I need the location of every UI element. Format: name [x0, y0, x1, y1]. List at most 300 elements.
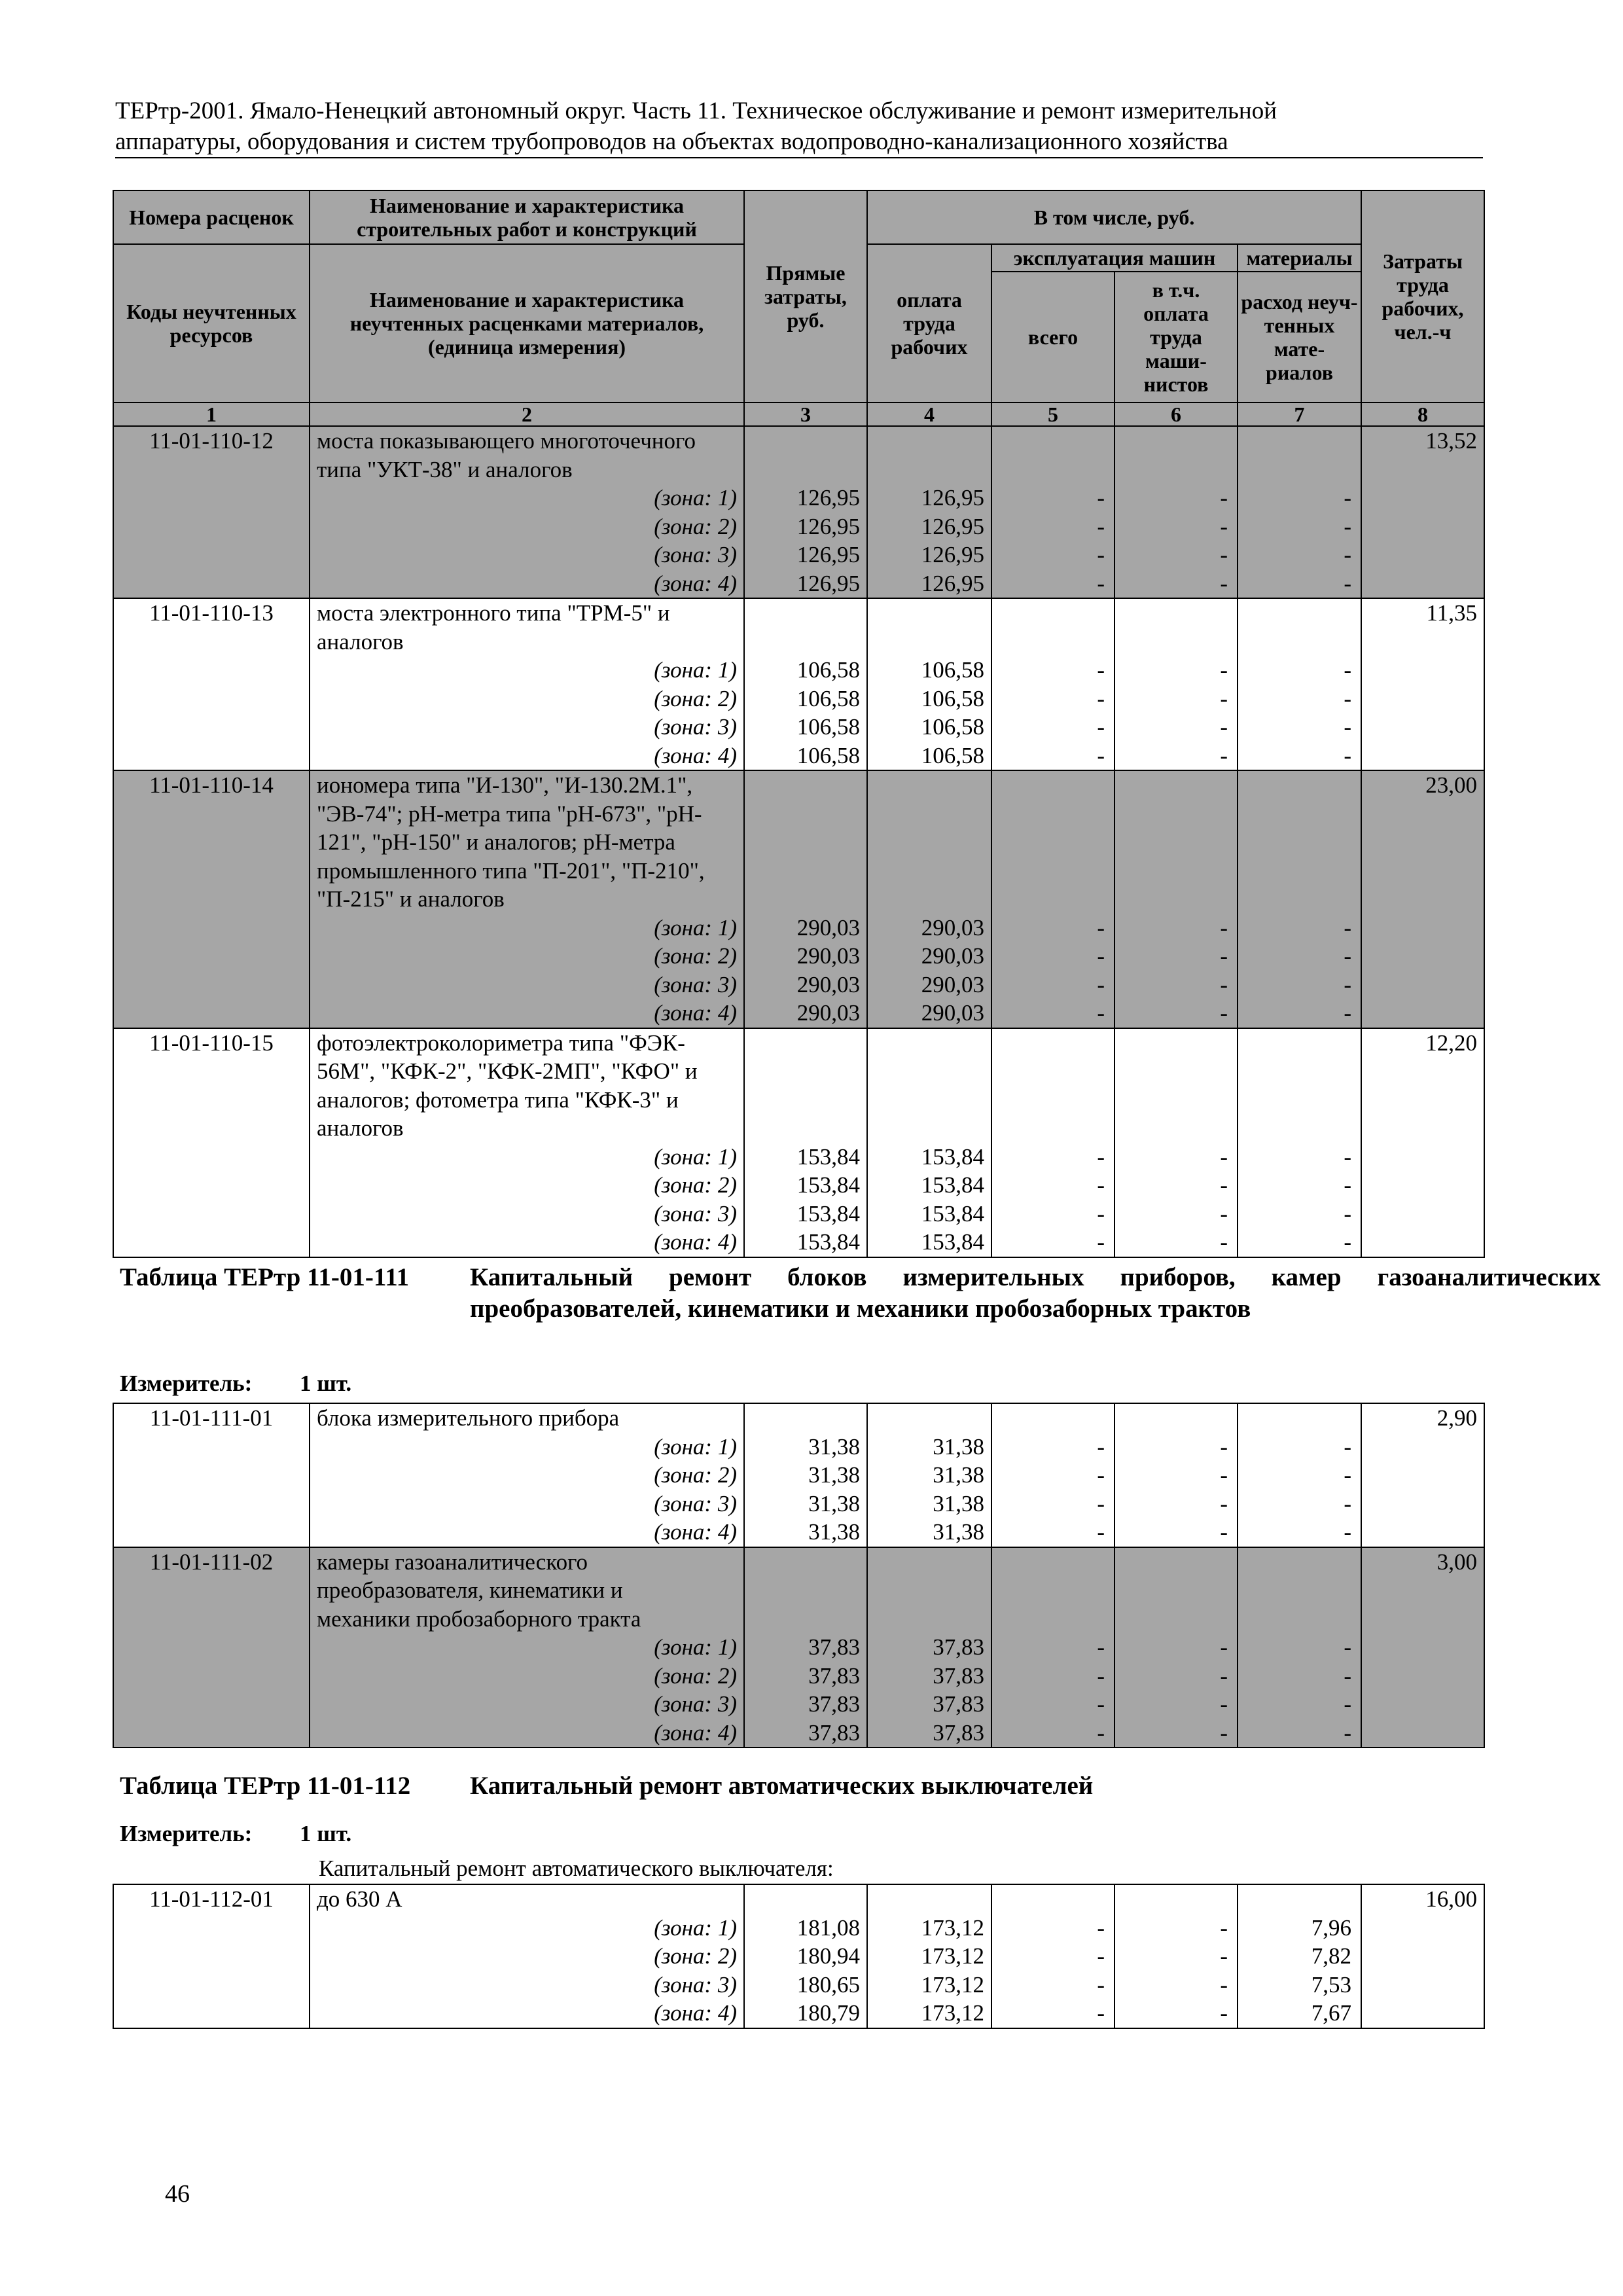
zone-label: (зона: 4) — [310, 999, 744, 1028]
zone-row — [113, 484, 1484, 512]
machines-total: - — [991, 1662, 1115, 1691]
col-number-2: 2 — [310, 403, 744, 426]
zone-row — [113, 1433, 1484, 1462]
cell-labor-pay — [867, 426, 991, 456]
machinist-pay: - — [1115, 484, 1238, 512]
labor-cost-cell — [1361, 914, 1484, 942]
rate-description: моста электронного типа "ТРМ-5" и — [310, 598, 744, 628]
zone-row — [113, 999, 1484, 1028]
labor-pay: 290,03 — [867, 999, 991, 1028]
labor-cost-cell — [1361, 885, 1484, 914]
rate-description: механики пробозаборного тракта — [310, 1605, 744, 1634]
measurer-112 — [120, 1821, 351, 1847]
labor-cost-cell — [1361, 1942, 1484, 1971]
direct-cost: 290,03 — [744, 971, 867, 999]
materials: - — [1238, 1228, 1361, 1257]
table-row — [113, 1086, 1484, 1115]
cell-labor-pay — [867, 1057, 991, 1086]
labor-pay: 106,58 — [867, 713, 991, 742]
zone-row — [113, 685, 1484, 713]
cell-direct-cost — [744, 1547, 867, 1577]
rate-code-cell — [113, 1200, 310, 1229]
direct-cost: 31,38 — [744, 1461, 867, 1490]
labor-cost-cell — [1361, 569, 1484, 599]
labor-pay: 37,83 — [867, 1662, 991, 1691]
labor-pay: 31,38 — [867, 1433, 991, 1462]
cell-machinist-pay — [1115, 770, 1238, 800]
zone-label: (зона: 3) — [310, 1690, 744, 1719]
rate-code-cell — [113, 1719, 310, 1748]
zone-label: (зона: 3) — [310, 971, 744, 999]
zone-label: (зона: 3) — [310, 1971, 744, 2000]
cell-machines-total — [991, 1884, 1115, 1914]
labor-cost: 11,35 — [1361, 598, 1484, 628]
direct-cost: 31,38 — [744, 1433, 867, 1462]
col-head-vtch: в т.ч. оплата труда маши-нистов — [1115, 272, 1238, 403]
cell-labor-pay — [867, 828, 991, 857]
zone-row — [113, 713, 1484, 742]
rate-code-cell — [113, 656, 310, 685]
col-number-7: 7 — [1238, 403, 1361, 426]
labor-pay: 173,12 — [867, 1914, 991, 1943]
labor-cost-cell — [1361, 971, 1484, 999]
labor-cost: 3,00 — [1361, 1547, 1484, 1577]
labor-cost-cell — [1361, 1662, 1484, 1691]
zone-row — [113, 1143, 1484, 1172]
zone-row — [113, 1633, 1484, 1662]
table-row — [113, 1028, 1484, 1058]
cell-machines-total — [991, 1403, 1115, 1433]
cell-machinist-pay — [1115, 1403, 1238, 1433]
labor-cost: 16,00 — [1361, 1884, 1484, 1914]
zone-row — [113, 1200, 1484, 1229]
labor-cost-cell — [1361, 1576, 1484, 1605]
labor-pay: 290,03 — [867, 942, 991, 971]
zone-label: (зона: 2) — [310, 1461, 744, 1490]
materials: - — [1238, 971, 1361, 999]
labor-cost-cell — [1361, 456, 1484, 484]
cell-labor-pay — [867, 1403, 991, 1433]
zone-label: (зона: 1) — [310, 1633, 744, 1662]
materials: - — [1238, 914, 1361, 942]
labor-pay: 31,38 — [867, 1461, 991, 1490]
col-head-naim-top: Наименование и характеристика строительных работ и конструкций — [310, 190, 744, 244]
rate-description: типа "УКТ-38" и аналогов — [310, 456, 744, 484]
col-head-naim-bottom: Наименование и характеристика неучтенных расценками материалов, (единица измерения) — [310, 244, 744, 403]
machinist-pay: - — [1115, 1633, 1238, 1662]
rate-description: промышленного типа "П-201", "П-210", — [310, 857, 744, 886]
zone-label: (зона: 1) — [310, 484, 744, 512]
direct-cost: 37,83 — [744, 1633, 867, 1662]
machines-total: - — [991, 484, 1115, 512]
labor-cost-cell — [1361, 1914, 1484, 1943]
rate-code: 11-01-110-14 — [113, 770, 310, 800]
cell-machines-total — [991, 1028, 1115, 1058]
zone-label: (зона: 4) — [310, 1999, 744, 2028]
table-row — [113, 770, 1484, 800]
zone-label: (зона: 3) — [310, 541, 744, 569]
cell-direct-cost — [744, 885, 867, 914]
rate-code-cell — [113, 541, 310, 569]
zone-label: (зона: 2) — [310, 512, 744, 541]
labor-cost-cell — [1361, 1228, 1484, 1257]
materials: - — [1238, 569, 1361, 599]
machines-total: - — [991, 999, 1115, 1028]
labor-cost-cell — [1361, 800, 1484, 829]
materials: - — [1238, 1461, 1361, 1490]
labor-cost-cell — [1361, 713, 1484, 742]
materials: - — [1238, 541, 1361, 569]
cell-direct-cost — [744, 857, 867, 886]
col-number-5: 5 — [991, 403, 1115, 426]
machinist-pay: - — [1115, 1433, 1238, 1462]
labor-pay: 126,95 — [867, 484, 991, 512]
cell-machinist-pay — [1115, 1576, 1238, 1605]
labor-cost-cell — [1361, 1086, 1484, 1115]
labor-cost-cell — [1361, 656, 1484, 685]
labor-pay: 153,84 — [867, 1143, 991, 1172]
cell-labor-pay — [867, 1884, 991, 1914]
table-code-111: Таблица ТЕРтр 11-01-111 — [120, 1263, 410, 1291]
table-row — [113, 628, 1484, 656]
labor-cost-cell — [1361, 628, 1484, 656]
cell-materials — [1238, 885, 1361, 914]
cell-direct-cost — [744, 456, 867, 484]
zone-label: (зона: 2) — [310, 685, 744, 713]
direct-cost: 31,38 — [744, 1518, 867, 1547]
cell-materials — [1238, 426, 1361, 456]
cell-machinist-pay — [1115, 456, 1238, 484]
rate-code-cell — [113, 628, 310, 656]
zone-row — [113, 1461, 1484, 1490]
labor-pay: 126,95 — [867, 512, 991, 541]
materials: - — [1238, 713, 1361, 742]
col-head-vsego: всего — [991, 272, 1115, 403]
cell-labor-pay — [867, 628, 991, 656]
labor-cost: 13,52 — [1361, 426, 1484, 456]
cell-machinist-pay — [1115, 1114, 1238, 1143]
machinist-pay: - — [1115, 569, 1238, 599]
labor-cost-cell — [1361, 1490, 1484, 1518]
rate-code-cell — [113, 828, 310, 857]
labor-cost-cell — [1361, 1633, 1484, 1662]
machines-total: - — [991, 685, 1115, 713]
labor-pay: 153,84 — [867, 1200, 991, 1229]
zone-row — [113, 656, 1484, 685]
direct-cost: 290,03 — [744, 914, 867, 942]
machines-total: - — [991, 1971, 1115, 2000]
page-number: 46 — [165, 2180, 190, 2208]
rates-table-112 — [113, 1884, 1485, 2029]
rate-code-cell — [113, 1605, 310, 1634]
zone-row — [113, 541, 1484, 569]
running-header-line1: ТЕРтр-2001. Ямало-Ненецкий автономный округ. Часть 11. Техническое обслуживание и ремонт измерительной — [115, 98, 1277, 124]
rate-code-cell — [113, 1228, 310, 1257]
cell-labor-pay — [867, 857, 991, 886]
machines-total: - — [991, 713, 1115, 742]
machines-total: - — [991, 1228, 1115, 1257]
direct-cost: 153,84 — [744, 1200, 867, 1229]
machinist-pay: - — [1115, 1228, 1238, 1257]
machines-total: - — [991, 541, 1115, 569]
zone-row — [113, 1914, 1484, 1943]
cell-direct-cost — [744, 800, 867, 829]
rate-code-cell — [113, 1971, 310, 2000]
zone-label: (зона: 2) — [310, 1942, 744, 1971]
zone-label: (зона: 3) — [310, 1490, 744, 1518]
machines-total: - — [991, 1171, 1115, 1200]
zone-row — [113, 1999, 1484, 2028]
labor-cost-cell — [1361, 1143, 1484, 1172]
labor-pay: 126,95 — [867, 569, 991, 599]
materials: - — [1238, 484, 1361, 512]
col-head-nomera: Номера расценок — [113, 190, 310, 244]
cell-direct-cost — [744, 1028, 867, 1058]
materials: 7,96 — [1238, 1914, 1361, 1943]
zone-label: (зона: 2) — [310, 1662, 744, 1691]
rate-code-cell — [113, 800, 310, 829]
rate-code-cell — [113, 914, 310, 942]
labor-pay: 290,03 — [867, 971, 991, 999]
cell-machinist-pay — [1115, 1884, 1238, 1914]
machines-total: - — [991, 1914, 1115, 1943]
zone-label: (зона: 3) — [310, 1200, 744, 1229]
labor-cost-cell — [1361, 685, 1484, 713]
table-row — [113, 1884, 1484, 1914]
labor-pay: 153,84 — [867, 1228, 991, 1257]
cell-machines-total — [991, 1114, 1115, 1143]
machinist-pay: - — [1115, 942, 1238, 971]
materials: - — [1238, 512, 1361, 541]
machinist-pay: - — [1115, 1461, 1238, 1490]
measurer-111 — [120, 1371, 351, 1397]
rate-code-cell — [113, 1114, 310, 1143]
cell-labor-pay — [867, 1028, 991, 1058]
cell-direct-cost — [744, 1884, 867, 1914]
rate-code-cell — [113, 942, 310, 971]
cell-materials — [1238, 1884, 1361, 1914]
labor-cost-cell — [1361, 828, 1484, 857]
cell-direct-cost — [744, 770, 867, 800]
machines-total: - — [991, 1461, 1115, 1490]
materials: - — [1238, 1490, 1361, 1518]
measurer-label-111: Измеритель: — [120, 1371, 253, 1396]
cell-materials — [1238, 628, 1361, 656]
machines-total: - — [991, 1433, 1115, 1462]
machinist-pay: - — [1115, 1999, 1238, 2028]
rate-code-cell — [113, 1690, 310, 1719]
rate-code-cell — [113, 999, 310, 1028]
labor-cost-cell — [1361, 512, 1484, 541]
labor-cost-cell — [1361, 942, 1484, 971]
zone-row — [113, 1690, 1484, 1719]
direct-cost: 126,95 — [744, 512, 867, 541]
rate-description: моста показывающего многоточечного — [310, 426, 744, 456]
materials: - — [1238, 656, 1361, 685]
machinist-pay: - — [1115, 1518, 1238, 1547]
cell-machines-total — [991, 426, 1115, 456]
rate-description: преобразователя, кинематики и — [310, 1576, 744, 1605]
cell-materials — [1238, 1605, 1361, 1634]
materials: - — [1238, 1662, 1361, 1691]
cell-machines-total — [991, 828, 1115, 857]
direct-cost: 106,58 — [744, 713, 867, 742]
cell-labor-pay — [867, 1114, 991, 1143]
cell-materials — [1238, 1576, 1361, 1605]
cell-materials — [1238, 1086, 1361, 1115]
cell-machines-total — [991, 628, 1115, 656]
machinist-pay: - — [1115, 1490, 1238, 1518]
materials: - — [1238, 942, 1361, 971]
machines-total: - — [991, 1690, 1115, 1719]
zone-row — [113, 971, 1484, 999]
cell-labor-pay — [867, 1605, 991, 1634]
cell-direct-cost — [744, 1114, 867, 1143]
measurer-value-111: 1 шт. — [300, 1371, 352, 1396]
cell-machines-total — [991, 598, 1115, 628]
direct-cost: 37,83 — [744, 1690, 867, 1719]
direct-cost: 153,84 — [744, 1143, 867, 1172]
machines-total: - — [991, 1143, 1115, 1172]
materials: 7,53 — [1238, 1971, 1361, 2000]
zone-row — [113, 1490, 1484, 1518]
labor-cost-cell — [1361, 1690, 1484, 1719]
direct-cost: 180,94 — [744, 1942, 867, 1971]
cell-materials — [1238, 857, 1361, 886]
rate-code: 11-01-111-01 — [113, 1403, 310, 1433]
machines-total: - — [991, 656, 1115, 685]
rate-code-cell — [113, 1490, 310, 1518]
labor-cost: 23,00 — [1361, 770, 1484, 800]
col-number-1: 1 — [113, 403, 310, 426]
rate-code-cell — [113, 1433, 310, 1462]
labor-cost-cell — [1361, 742, 1484, 771]
cell-direct-cost — [744, 628, 867, 656]
table-row — [113, 598, 1484, 628]
table-name-112: Капитальный ремонт автоматических выключателей — [470, 1772, 1094, 1800]
materials: 7,82 — [1238, 1942, 1361, 1971]
labor-pay: 106,58 — [867, 685, 991, 713]
cell-materials — [1238, 456, 1361, 484]
cell-machines-total — [991, 456, 1115, 484]
cell-machines-total — [991, 1605, 1115, 1634]
cell-machines-total — [991, 1086, 1115, 1115]
col-head-kody: Коды неучтенных ресурсов — [113, 244, 310, 403]
labor-cost-cell — [1361, 1114, 1484, 1143]
rate-code-cell — [113, 1086, 310, 1115]
direct-cost: 106,58 — [744, 742, 867, 771]
zone-row — [113, 569, 1484, 599]
materials: 7,67 — [1238, 1999, 1361, 2028]
labor-cost-cell — [1361, 1200, 1484, 1229]
table-row — [113, 1114, 1484, 1143]
cell-machinist-pay — [1115, 800, 1238, 829]
header-rule — [115, 157, 1483, 158]
direct-cost: 126,95 — [744, 484, 867, 512]
materials: - — [1238, 1433, 1361, 1462]
col-head-zatraty: Затраты труда рабочих, чел.-ч — [1361, 190, 1484, 403]
cell-materials — [1238, 1028, 1361, 1058]
machinist-pay: - — [1115, 713, 1238, 742]
rate-code: 11-01-110-15 — [113, 1028, 310, 1058]
cell-machinist-pay — [1115, 598, 1238, 628]
rate-code-cell — [113, 456, 310, 484]
zone-row — [113, 1228, 1484, 1257]
cell-labor-pay — [867, 1086, 991, 1115]
rate-code-cell — [113, 685, 310, 713]
cell-direct-cost — [744, 426, 867, 456]
machines-total: - — [991, 1490, 1115, 1518]
labor-pay: 173,12 — [867, 1942, 991, 1971]
materials: - — [1238, 1690, 1361, 1719]
cell-labor-pay — [867, 598, 991, 628]
cell-machinist-pay — [1115, 1028, 1238, 1058]
machinist-pay: - — [1115, 685, 1238, 713]
zone-label: (зона: 1) — [310, 1914, 744, 1943]
labor-cost-cell — [1361, 1433, 1484, 1462]
table-row — [113, 1057, 1484, 1086]
labor-pay: 106,58 — [867, 656, 991, 685]
zone-row — [113, 1171, 1484, 1200]
direct-cost: 181,08 — [744, 1914, 867, 1943]
labor-pay: 153,84 — [867, 1171, 991, 1200]
direct-cost: 180,65 — [744, 1971, 867, 2000]
materials: - — [1238, 742, 1361, 771]
labor-pay: 173,12 — [867, 1971, 991, 2000]
machinist-pay: - — [1115, 1719, 1238, 1748]
cell-materials — [1238, 1547, 1361, 1577]
labor-cost-cell — [1361, 1057, 1484, 1086]
rate-code-cell — [113, 1171, 310, 1200]
zone-row — [113, 1942, 1484, 1971]
cell-machinist-pay — [1115, 1547, 1238, 1577]
rate-description: иономера типа "И-130", "И-130.2М.1", — [310, 770, 744, 800]
zone-label: (зона: 1) — [310, 1433, 744, 1462]
direct-cost: 106,58 — [744, 656, 867, 685]
col-head-v-tom-chisle: В том числе, руб. — [867, 190, 1361, 244]
machinist-pay: - — [1115, 1171, 1238, 1200]
zone-label: (зона: 1) — [310, 1143, 744, 1172]
materials: - — [1238, 685, 1361, 713]
materials: - — [1238, 1719, 1361, 1748]
cell-machinist-pay — [1115, 857, 1238, 886]
zone-row — [113, 942, 1484, 971]
rate-code: 11-01-110-12 — [113, 426, 310, 456]
cell-labor-pay — [867, 456, 991, 484]
cell-materials — [1238, 1403, 1361, 1433]
zone-row — [113, 1719, 1484, 1748]
rate-code-cell — [113, 1461, 310, 1490]
labor-cost-cell — [1361, 999, 1484, 1028]
cell-direct-cost — [744, 1057, 867, 1086]
rate-description: "П-215" и аналогов — [310, 885, 744, 914]
zone-label: (зона: 1) — [310, 656, 744, 685]
col-head-pryamye: Прямые затраты, руб. — [744, 190, 867, 403]
machinist-pay: - — [1115, 1200, 1238, 1229]
table-row — [113, 1547, 1484, 1577]
cell-materials — [1238, 1114, 1361, 1143]
machines-total: - — [991, 942, 1115, 971]
cell-direct-cost — [744, 1086, 867, 1115]
materials: - — [1238, 1171, 1361, 1200]
zone-label: (зона: 2) — [310, 1171, 744, 1200]
cell-labor-pay — [867, 800, 991, 829]
direct-cost: 153,84 — [744, 1228, 867, 1257]
labor-cost-cell — [1361, 484, 1484, 512]
table-row — [113, 1403, 1484, 1433]
rate-code-cell — [113, 971, 310, 999]
direct-cost: 290,03 — [744, 942, 867, 971]
